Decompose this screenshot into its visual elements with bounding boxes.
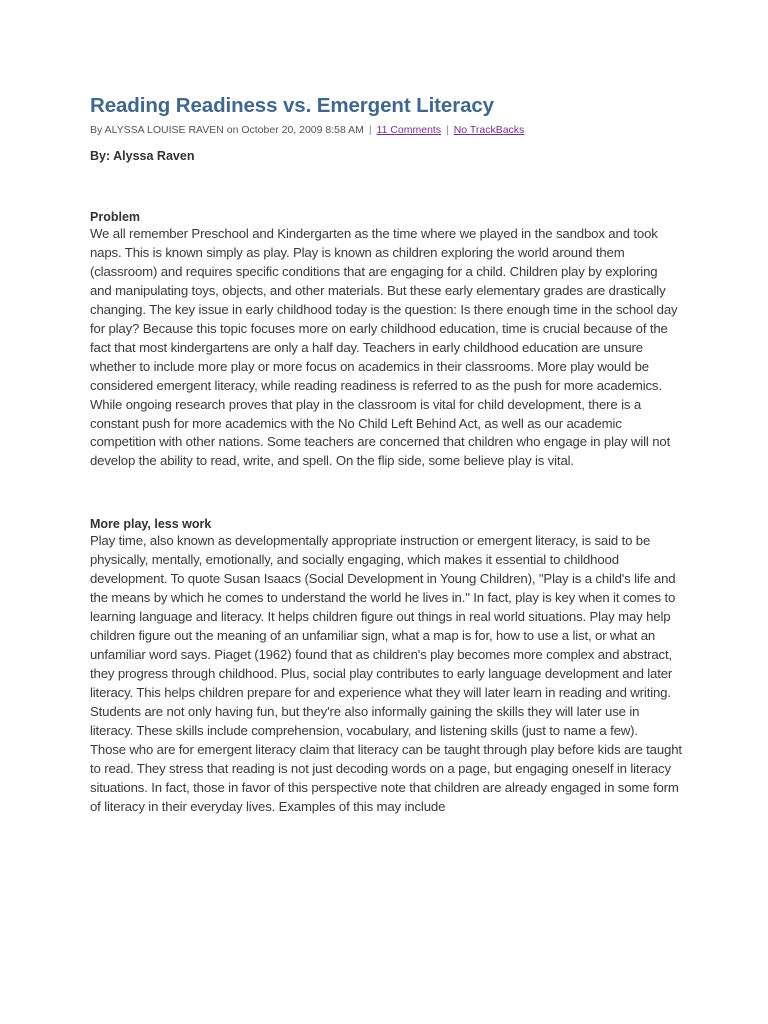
trackbacks-link[interactable]: No TrackBacks (453, 124, 525, 136)
comments-link[interactable]: 11 Comments (376, 124, 442, 136)
meta-separator: | (446, 124, 449, 136)
paragraph: We all remember Preschool and Kindergarten as the time where we played in the sandbox and took naps. This is known simply as play. Play is known as children exploring the world around them (classroom) and requires specific conditions that are engaging for a child. Children play by exploring and manipulating toys, objects, and other materials. But these early elementary grades are drastically changing. The key issue in early childhood today is the question: Is there enough time in the school day for play? Because this topic focuses more on early childhood education, time is crucial because of the fact that most kindergartens are only a half day. Teachers in early childhood education are unsure whether to include more play or more focus on academics in their classrooms. More play would be considered emergent literacy, while reading readiness is referred to as the push for more academics. While ongoing research proves that play in the classroom is vital for child development, there is a constant push for more academics with the No Child Left Behind Act, as well as our academic competition with other nations. Some teachers are concerned that children who engage in play will not develop the ability to read, write, and spell. On the flip side, some believe play is vital. (90, 226, 678, 469)
article (90, 92, 682, 817)
article-meta (90, 123, 682, 137)
article-title: Reading Readiness vs. Emergent Literacy (90, 94, 494, 117)
paragraph: Play time, also known as developmentally appropriate instruction or emergent literacy, is said to be physically, mentally, emotionally, and socially engaging, which makes it essential to childhood development. To quote Susan Isaacs (Social Development in Young Children), "Play is a child's life and the means by which he comes to understand the world he lives in." In fact, play is key when it comes to learning language and literacy. It helps children figure out things in real world situations. Play may help children figure out the meaning of an unfamiliar sign, what a map is for, how to use a list, or what an unfamiliar word says. Piaget (1962) found that as children's play becomes more complex and abstract, they progress through childhood. Plus, social play contributes to early language development and later literacy. This helps children prepare for and experience what they will later learn in reading and writing. Students are not only having fun, but they're also informally gaining the skills they will later use in literacy. These skills include comprehension, vocabulary, and listening skills (just to name a few). (90, 533, 676, 738)
section-heading-problem: Problem (90, 210, 141, 224)
meta-author-date: By ALYSSA LOUISE RAVEN on October 20, 2009 8:58 AM (90, 124, 364, 136)
section-heading-more-play: More play, less work (90, 517, 212, 532)
article-byline: By: Alyssa Raven (90, 149, 195, 163)
paragraph: Those who are for emergent literacy claim that literacy can be taught through play before kids are taught to read. They stress that reading is not just decoding words on a page, but engaging oneself in literacy situations. In fact, those in favor of this perspective note that children are already engaged in some form of literacy in their everyday lives. Examples of this may include (90, 741, 682, 814)
meta-separator: | (368, 124, 372, 136)
